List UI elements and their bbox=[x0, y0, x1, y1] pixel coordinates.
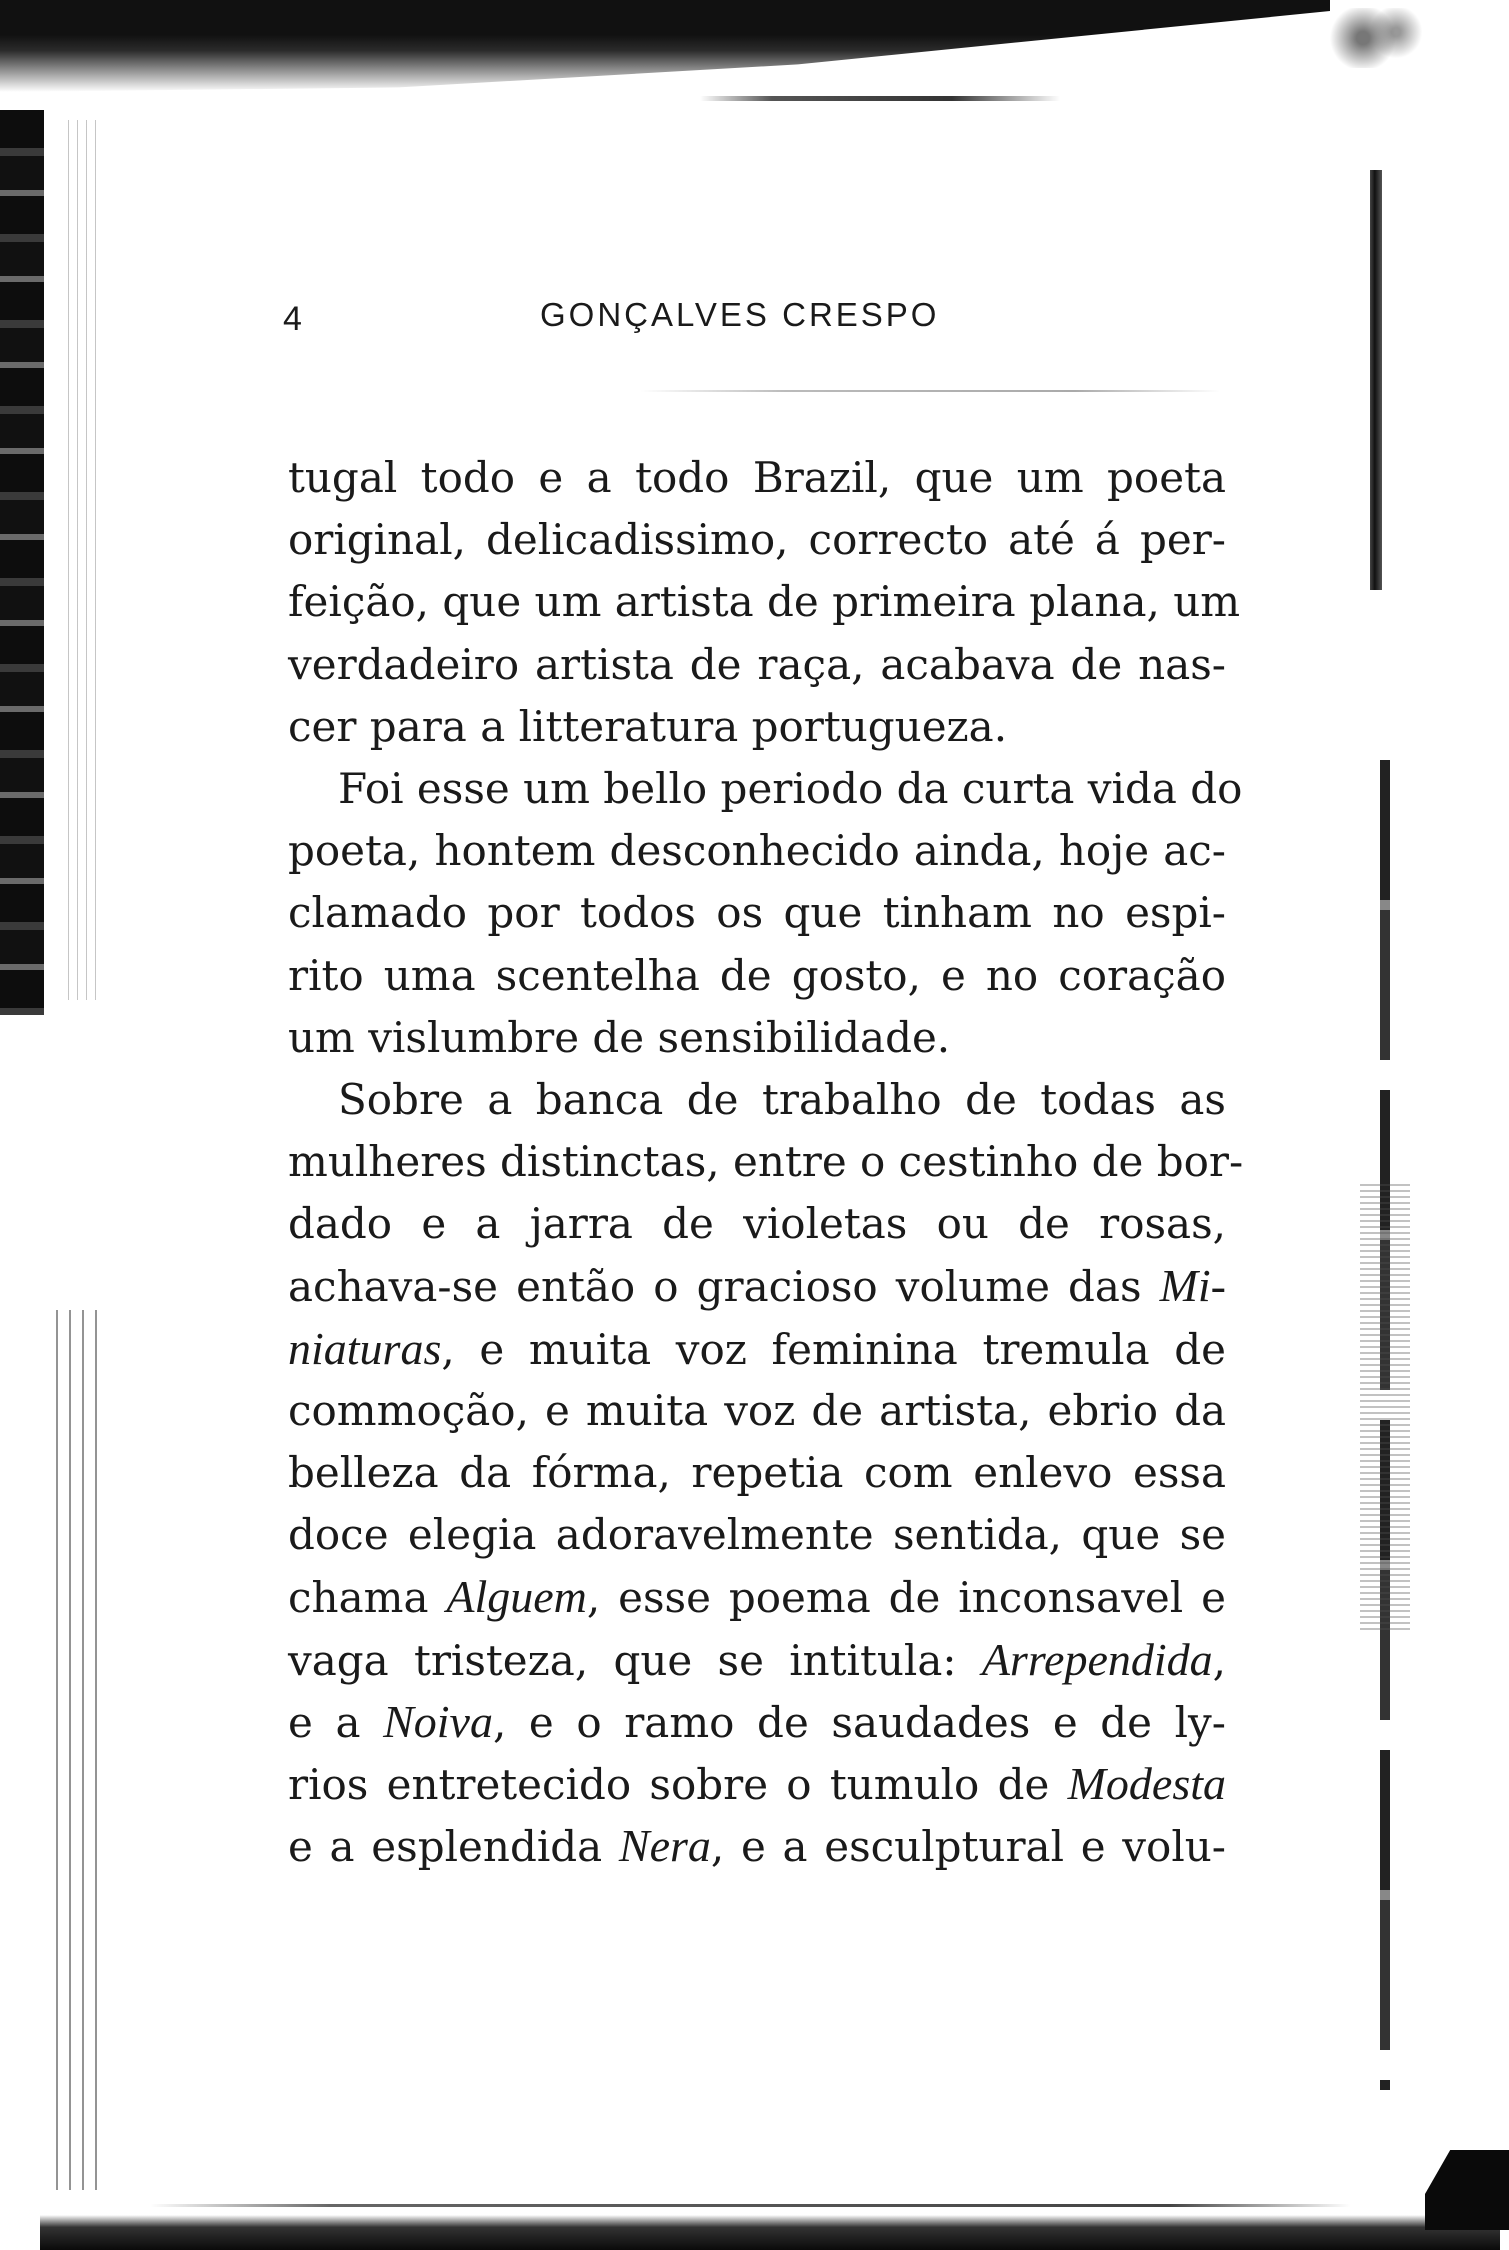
text-run: doce elegia adoravelmente sentida, que se bbox=[288, 1510, 1226, 1560]
text-line bbox=[288, 1442, 1226, 1504]
text-line bbox=[288, 571, 1241, 633]
italic-title: Noiva bbox=[383, 1695, 493, 1747]
italic-title: Nera bbox=[618, 1820, 711, 1872]
running-title: GONÇALVES CRESPO bbox=[540, 296, 940, 333]
text-run: belleza da fórma, repetia com enlevo essa bbox=[288, 1448, 1226, 1497]
text-run: commoção, e muita voz de artista, ebrio da bbox=[288, 1385, 1226, 1435]
text-line bbox=[288, 1318, 1226, 1380]
scan-faint-rule bbox=[640, 390, 1220, 392]
text-line bbox=[288, 1007, 1226, 1069]
text-run: poeta, hontem desconhecido ainda, hoje ac- bbox=[288, 826, 1226, 876]
text-run: verdadeiro artista de raça, acabava de nas- bbox=[288, 639, 1226, 689]
text-run: cer para a litteratura portugueza. bbox=[288, 701, 1008, 751]
scan-top-rule bbox=[700, 96, 1060, 101]
text-run: chama bbox=[288, 1573, 447, 1623]
text-run: Sobre a banca de trabalho de todas as bbox=[338, 1074, 1226, 1124]
text-line bbox=[288, 882, 1226, 944]
text-run: feição, que um artista de primeira plana, um bbox=[288, 577, 1241, 627]
scan-bottom-rule bbox=[150, 2204, 1350, 2207]
scan-left-page-edges bbox=[60, 120, 100, 1000]
scan-top-edge-shadow bbox=[0, 0, 1330, 92]
text-run: tugal todo e a todo Brazil, que um poeta bbox=[288, 453, 1226, 502]
scan-speck bbox=[1330, 8, 1440, 68]
text-line bbox=[288, 1815, 1226, 1877]
scan-left-spine-shadow bbox=[0, 110, 44, 1015]
scan-right-edge-upper bbox=[1370, 170, 1382, 590]
italic-title: Mi- bbox=[1159, 1260, 1226, 1312]
text-run: clamado por todos os que tinham no espi- bbox=[288, 888, 1226, 938]
text-line bbox=[288, 1069, 1226, 1131]
scan-left-page-edges-lower bbox=[45, 1310, 105, 2190]
text-run: , esse poema de inconsavel e bbox=[586, 1573, 1226, 1623]
italic-title: Alguem bbox=[446, 1571, 587, 1623]
italic-title: niaturas bbox=[288, 1322, 442, 1374]
text-run: , e o ramo de saudades e de ly- bbox=[492, 1697, 1226, 1747]
text-line bbox=[288, 1504, 1226, 1566]
text-line bbox=[288, 1380, 1226, 1442]
text-run: um vislumbre de sensibilidade. bbox=[288, 1012, 951, 1062]
text-line bbox=[288, 1691, 1226, 1753]
text-run: vaga tristeza, que se intitula: bbox=[288, 1635, 982, 1685]
text-run: achava-se então o gracioso volume das bbox=[288, 1262, 1160, 1312]
text-line bbox=[288, 447, 1226, 509]
scan-right-grain bbox=[1360, 1180, 1410, 1630]
text-run: e a esplendida bbox=[288, 1822, 619, 1872]
text-line bbox=[288, 1629, 1226, 1691]
scan-bottom-corner bbox=[1425, 2150, 1509, 2230]
text-run: , e a esculptural e volu- bbox=[710, 1822, 1226, 1872]
text-line bbox=[288, 1566, 1226, 1628]
italic-title: Arrependida bbox=[981, 1633, 1213, 1685]
text-run: dado e a jarra de violetas ou de rosas, bbox=[288, 1199, 1226, 1249]
text-run: , e muita voz feminina tremula de bbox=[441, 1324, 1226, 1374]
text-line bbox=[288, 1131, 1244, 1193]
text-run: e a bbox=[288, 1697, 384, 1747]
text-line bbox=[288, 634, 1226, 696]
text-run: Foi esse um bello periodo da curta vida do bbox=[338, 763, 1243, 813]
text-line bbox=[288, 1255, 1226, 1317]
text-run: mulheres distinctas, entre o cestinho de bor- bbox=[288, 1137, 1244, 1187]
text-run: rios entretecido sobre o tumulo de bbox=[288, 1759, 1068, 1809]
text-run: original, delicadissimo, correcto até á per- bbox=[288, 515, 1226, 565]
text-line bbox=[288, 945, 1226, 1007]
text-run: , bbox=[1212, 1635, 1226, 1685]
page-number: 4 bbox=[283, 300, 303, 338]
italic-title: Modesta bbox=[1067, 1757, 1226, 1809]
text-line bbox=[288, 1193, 1226, 1255]
body-text bbox=[288, 447, 1244, 1877]
text-line bbox=[288, 696, 1226, 758]
scan-bottom-edge-shadow bbox=[40, 2215, 1500, 2250]
text-line bbox=[288, 1753, 1226, 1815]
text-line bbox=[288, 758, 1243, 820]
text-run: rito uma scentelha de gosto, e no coração bbox=[288, 950, 1226, 1000]
text-line bbox=[288, 509, 1226, 571]
text-line bbox=[288, 820, 1226, 882]
